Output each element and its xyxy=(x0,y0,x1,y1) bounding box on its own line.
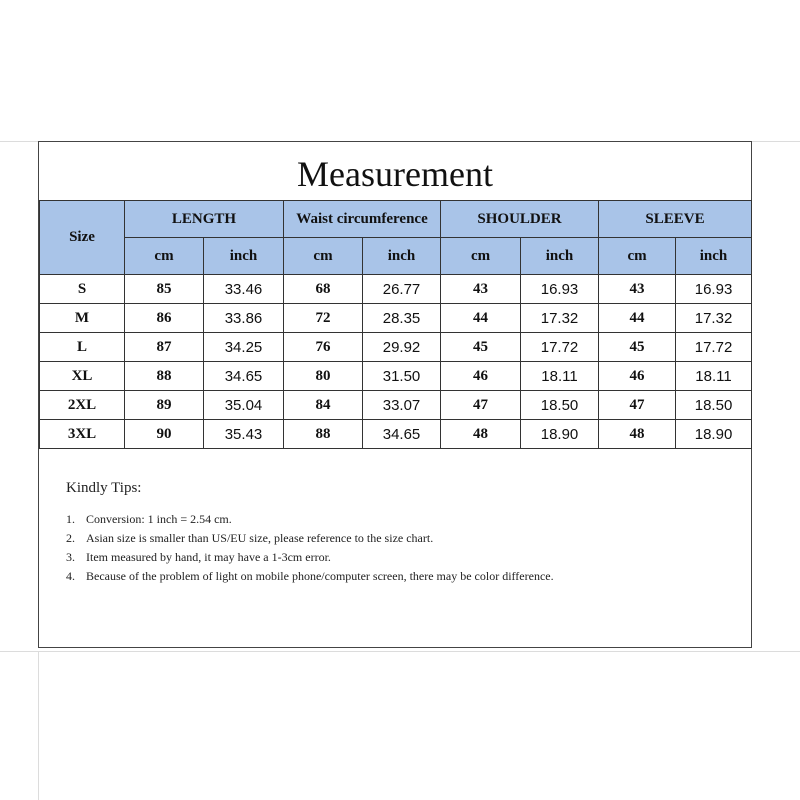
inch-cell: 26.77 xyxy=(363,275,441,304)
header-sleeve: SLEEVE xyxy=(599,201,752,238)
cm-cell: 47 xyxy=(599,391,676,420)
inch-cell: 17.32 xyxy=(676,304,752,333)
header-waist-circumference: Waist circumference xyxy=(284,201,441,238)
tip-item xyxy=(66,510,746,529)
header-unit: cm xyxy=(284,238,363,275)
header-unit: cm xyxy=(441,238,521,275)
header-size: Size xyxy=(40,201,125,275)
inch-cell: 18.90 xyxy=(676,420,752,449)
inch-cell: 18.11 xyxy=(676,362,752,391)
tip-item xyxy=(66,529,746,548)
cm-cell: 43 xyxy=(441,275,521,304)
tip-number: 1. xyxy=(66,512,75,526)
inch-cell: 31.50 xyxy=(363,362,441,391)
inch-cell: 34.25 xyxy=(204,333,284,362)
inch-cell: 17.72 xyxy=(521,333,599,362)
table-row xyxy=(40,275,752,304)
cm-cell: 80 xyxy=(284,362,363,391)
header-unit: inch xyxy=(363,238,441,275)
tip-text: Conversion: 1 inch = 2.54 cm. xyxy=(86,512,232,526)
tip-number: 3. xyxy=(66,550,75,564)
tip-item xyxy=(66,567,746,586)
cm-cell: 47 xyxy=(441,391,521,420)
size-cell: 2XL xyxy=(40,391,125,420)
tip-number: 4. xyxy=(66,569,75,583)
size-chart-sheet xyxy=(38,141,752,648)
inch-cell: 18.90 xyxy=(521,420,599,449)
inch-cell: 29.92 xyxy=(363,333,441,362)
tip-text: Because of the problem of light on mobile phone/computer screen, there may be color difference. xyxy=(86,569,554,583)
cm-cell: 89 xyxy=(125,391,204,420)
cm-cell: 68 xyxy=(284,275,363,304)
inch-cell: 35.04 xyxy=(204,391,284,420)
inch-cell: 34.65 xyxy=(204,362,284,391)
page-guide-line-left xyxy=(38,651,39,800)
size-cell: M xyxy=(40,304,125,333)
cm-cell: 48 xyxy=(441,420,521,449)
inch-cell: 18.50 xyxy=(521,391,599,420)
cm-cell: 90 xyxy=(125,420,204,449)
table-row xyxy=(40,362,752,391)
table-row xyxy=(40,304,752,333)
header-unit: inch xyxy=(676,238,752,275)
cm-cell: 76 xyxy=(284,333,363,362)
cm-cell: 85 xyxy=(125,275,204,304)
cm-cell: 45 xyxy=(599,333,676,362)
inch-cell: 33.07 xyxy=(363,391,441,420)
page-guide-line-bottom xyxy=(0,651,800,652)
cm-cell: 46 xyxy=(599,362,676,391)
cm-cell: 72 xyxy=(284,304,363,333)
size-cell: 3XL xyxy=(40,420,125,449)
inch-cell: 16.93 xyxy=(676,275,752,304)
cm-cell: 44 xyxy=(599,304,676,333)
inch-cell: 35.43 xyxy=(204,420,284,449)
inch-cell: 18.11 xyxy=(521,362,599,391)
cm-cell: 88 xyxy=(284,420,363,449)
size-cell: L xyxy=(40,333,125,362)
tip-text: Asian size is smaller than US/EU size, please reference to the size chart. xyxy=(86,531,434,545)
tip-number: 2. xyxy=(66,531,75,545)
header-unit: cm xyxy=(599,238,676,275)
size-cell: XL xyxy=(40,362,125,391)
header-shoulder: SHOULDER xyxy=(441,201,599,238)
tip-item xyxy=(66,548,746,567)
tips-title: Kindly Tips: xyxy=(66,480,142,496)
tip-text: Item measured by hand, it may have a 1-3cm error. xyxy=(86,550,331,564)
size-cell: S xyxy=(40,275,125,304)
page-title: Measurement xyxy=(297,154,493,194)
inch-cell: 17.32 xyxy=(521,304,599,333)
inch-cell: 18.50 xyxy=(676,391,752,420)
header-length: LENGTH xyxy=(125,201,284,238)
table-body xyxy=(40,275,752,449)
table-row xyxy=(40,333,752,362)
cm-cell: 48 xyxy=(599,420,676,449)
cm-cell: 46 xyxy=(441,362,521,391)
table-row xyxy=(40,420,752,449)
cm-cell: 88 xyxy=(125,362,204,391)
inch-cell: 16.93 xyxy=(521,275,599,304)
size-table xyxy=(39,200,752,449)
header-unit: cm xyxy=(125,238,204,275)
cm-cell: 43 xyxy=(599,275,676,304)
header-unit: inch xyxy=(521,238,599,275)
table-row xyxy=(40,391,752,420)
tips-list xyxy=(66,510,746,586)
cm-cell: 44 xyxy=(441,304,521,333)
inch-cell: 28.35 xyxy=(363,304,441,333)
inch-cell: 33.46 xyxy=(204,275,284,304)
cm-cell: 45 xyxy=(441,333,521,362)
kindly-tips xyxy=(66,480,746,586)
cm-cell: 87 xyxy=(125,333,204,362)
header-unit: inch xyxy=(204,238,284,275)
inch-cell: 34.65 xyxy=(363,420,441,449)
cm-cell: 84 xyxy=(284,391,363,420)
inch-cell: 33.86 xyxy=(204,304,284,333)
inch-cell: 17.72 xyxy=(676,333,752,362)
cm-cell: 86 xyxy=(125,304,204,333)
